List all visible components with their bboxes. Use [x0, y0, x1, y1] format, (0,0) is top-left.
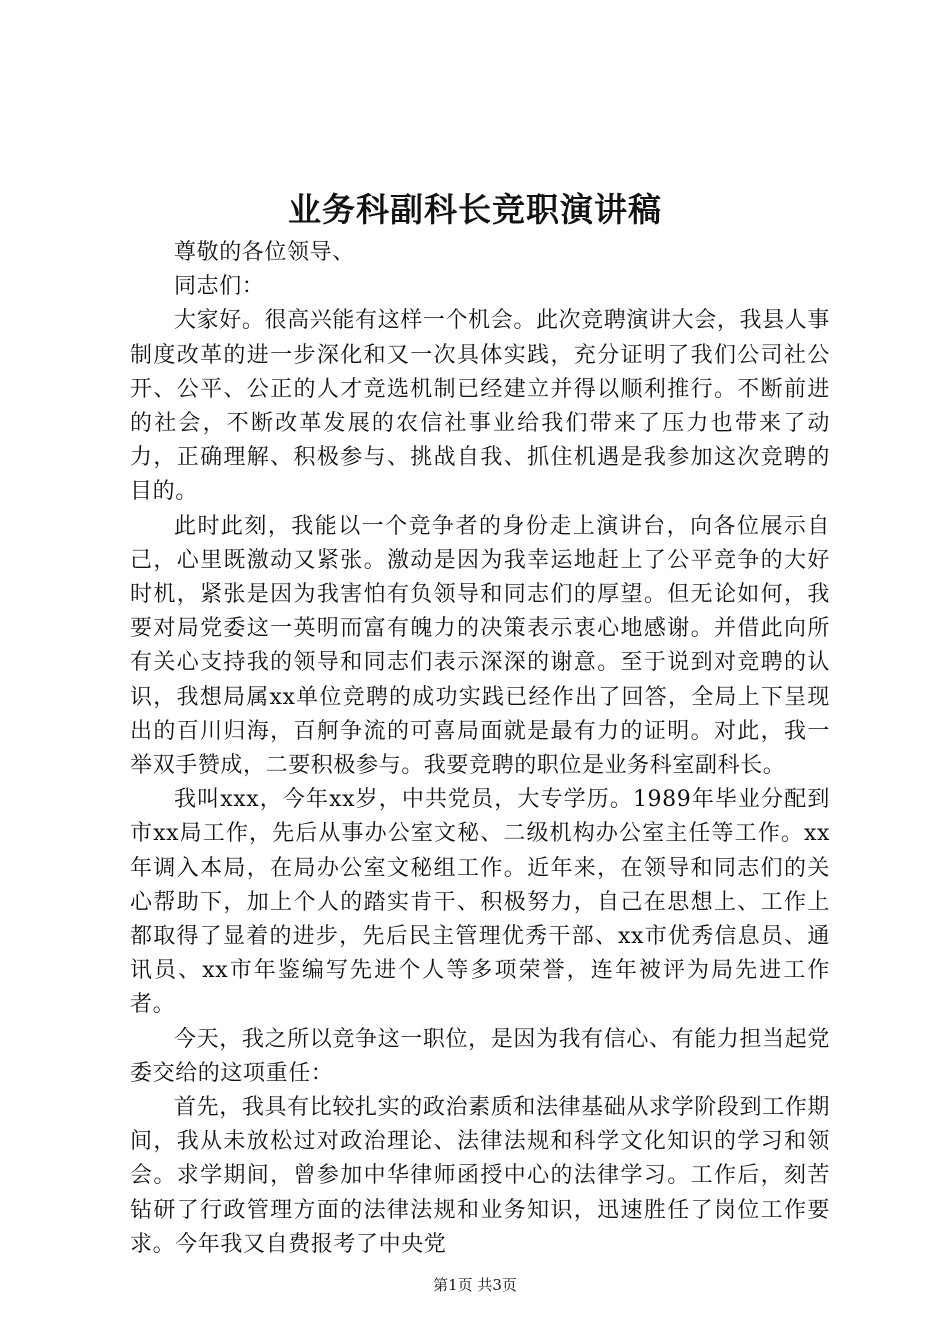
document-body: [130, 236, 830, 1262]
body-paragraph: 首先，我具有比较扎实的政治素质和法律基础从求学阶段到工作期间，我从未放松过对政治理论、法律法规和科学文化知识的学习和领会。求学期间，曾参加中华律师函授中心的法律学习。工作后，刻苦钻研了行政管理方面的法律法规和业务知识，迅速胜任了岗位工作要求。今年我又自费报考了中央党: [130, 1095, 830, 1257]
salutation-line-1: 尊敬的各位领导、: [174, 240, 355, 265]
body-paragraph: 大家好。很高兴能有这样一个机会。此次竞聘演讲大会，我县人事制度改革的进一步深化和又一次具体实践，充分证明了我们公司社公开、公平、公正的人才竞选机制已经建立并得以顺利推行。不断前进的社会，不断改革发展的农信社事业给我们带来了压力也带来了动力，正确理解、积极参与、挑战自我、抓住机遇是我参加这次竞聘的目的。: [130, 308, 830, 505]
salutation-line-2: 同志们：: [174, 274, 265, 300]
document-title: 业务科副科长竞职演讲稿: [288, 190, 662, 229]
body-paragraph: 今天，我之所以竞争这一职位，是因为我有信心、有能力担当起党委交给的这项重任：: [130, 1026, 830, 1086]
page-number-footer: 第1页 共3页: [433, 1276, 517, 1294]
body-paragraph: 我叫xxx，今年xx岁，中共党员，大专学历。1989年毕业分配到市xx局工作，先后从事办公室文秘、二级机构办公室主任等工作。xx年调入本局，在局办公室文秘组工作。近年来，在领导和同志们的关心帮助下，加上个人的踏实肯干、积极努力，自己在思想上、工作上都取得了显着的进步，先后民主管理优秀干部、xx市优秀信息员、通讯员、xx市年鉴编写先进个人等多项荣誉，连年被评为局先进工作者。: [130, 787, 830, 1018]
body-paragraph: 此时此刻，我能以一个竞争者的身份走上演讲台，向各位展示自己，心里既激动又紧张。激动是因为我幸运地赶上了公平竞争的大好时机，紧张是因为我害怕有负领导和同志们的厚望。但无论如何，我要对局党委这一英明而富有魄力的决策表示衷心地感谢。并借此向所有关心支持我的领导和同志们表示深深的谢意。至于说到对竞聘的认识，我想局属xx单位竞聘的成功实践已经作出了回答，全局上下呈现出的百川归海，百舸争流的可喜局面就是最有力的证明。对此，我一举双手赞成，二要积极参与。我要竞聘的职位是业务科室副科长。: [130, 513, 830, 779]
